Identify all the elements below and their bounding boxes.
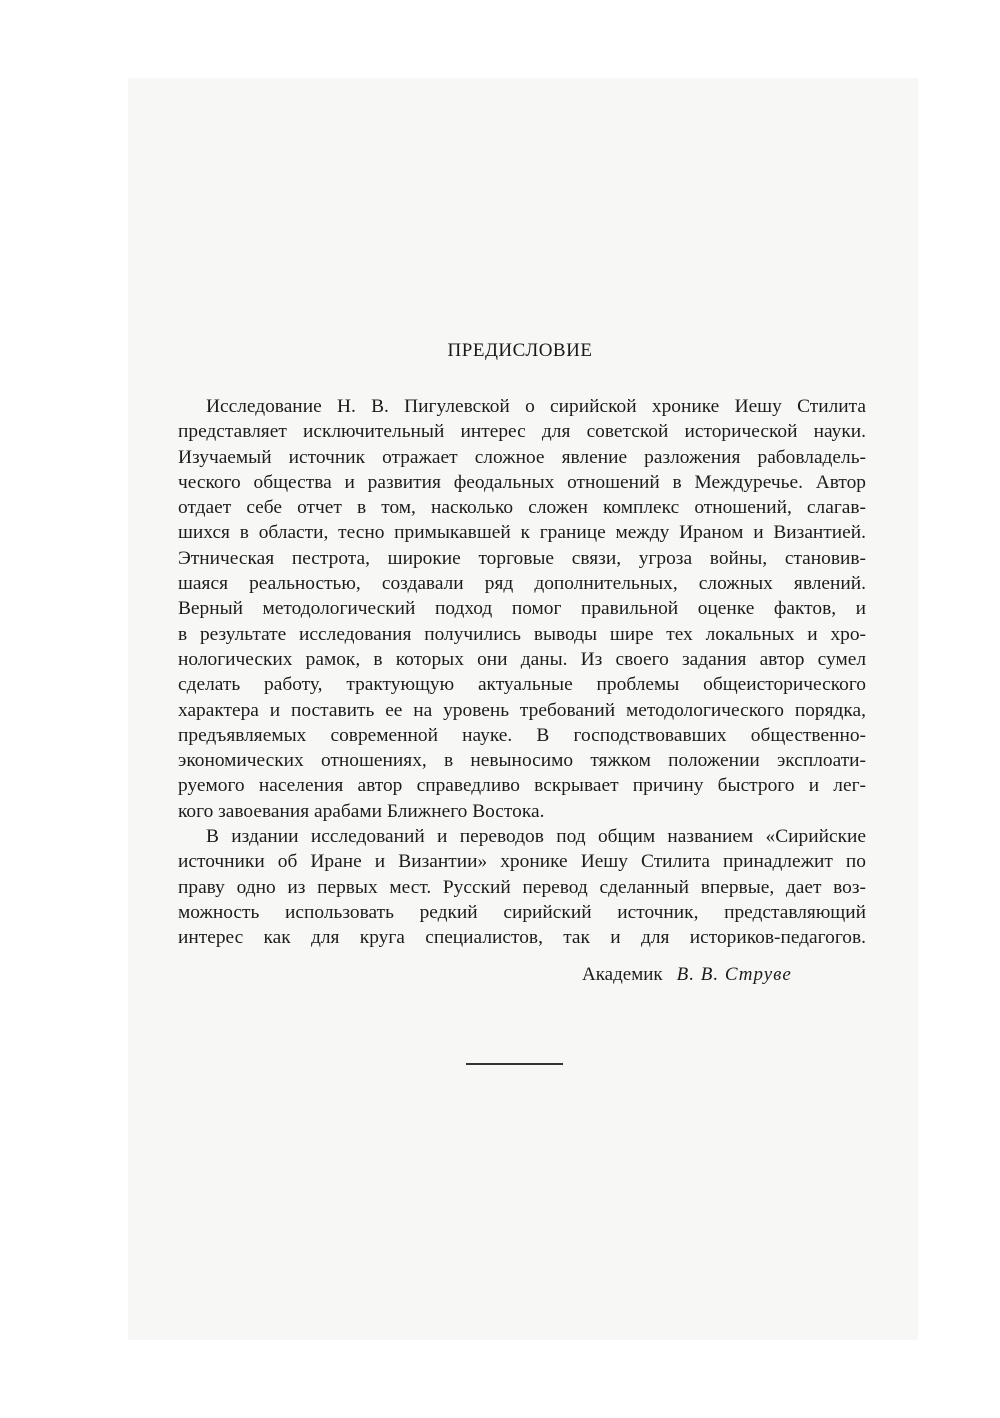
text-line: отдает себе отчет в том, насколько сложен комплекс отношений, слагав- bbox=[178, 497, 866, 519]
text-line: Изучаемый источник отражает сложное явление разложения рабовладель- bbox=[178, 446, 866, 468]
preface-body bbox=[178, 394, 866, 951]
text-line: Верный методологический подход помог правильной оценке фактов, и bbox=[178, 598, 866, 620]
text-line: Этническая пестрота, широкие торговые связи, угроза войны, становив- bbox=[178, 547, 866, 569]
text-line: сделать работу, трактующую актуальные проблемы общеисторического bbox=[178, 674, 866, 696]
text-line: экономических отношениях, в невыносимо тяжком положении эксплоати- bbox=[178, 750, 866, 772]
text-line: предъявляемых современной науке. В господствовавших общественно- bbox=[178, 724, 866, 746]
signature-role: Академик bbox=[582, 964, 663, 985]
text-line: можность использовать редкий сирийский источник, представляющий bbox=[178, 901, 866, 923]
signature bbox=[582, 964, 792, 986]
text-line: нологических рамок, в которых они даны. Из своего задания автор сумел bbox=[178, 648, 866, 670]
paragraph-1 bbox=[178, 394, 866, 824]
text-line: представляет исключительный интерес для советской исторической науки. bbox=[178, 421, 866, 443]
text-line: в результате исследования получились выводы шире тех локальных и хро- bbox=[178, 623, 866, 645]
text-line: интерес как для круга специалистов, так и для историков-педагогов. bbox=[178, 927, 866, 949]
text-line: В издании исследований и переводов под общим названием «Сирийские bbox=[206, 826, 866, 848]
text-line: праву одно из первых мест. Русский перевод сделанный впервые, дает воз- bbox=[178, 876, 866, 898]
text-line: руемого населения автор справедливо вскрывает причину быстрого и лег- bbox=[178, 775, 866, 797]
text-line: характера и поставить ее на уровень требований методологического порядка, bbox=[178, 699, 866, 721]
text-line: Исследование Н. В. Пигулевской о сирийской хронике Иешу Стилита bbox=[206, 396, 866, 417]
page-title: ПРЕДИСЛОВИЕ bbox=[447, 340, 593, 361]
paragraph-2 bbox=[178, 824, 866, 950]
signature-name: В. В. Струве bbox=[676, 964, 792, 985]
text-line: ческого общества и развития феодальных отношений в Междуречье. Автор bbox=[178, 471, 866, 493]
closing-rule-divider bbox=[466, 1063, 563, 1065]
text-line: кого завоевания арабами Ближнего Востока. bbox=[178, 800, 545, 822]
text-line: шихся в области, тесно примыкавшей к границе между Ираном и Византией. bbox=[178, 522, 866, 544]
text-line: шаяся реальностью, создавали ряд дополнительных, сложных явлений. bbox=[178, 573, 866, 595]
text-line: источники об Иране и Византии» хронике Иешу Стилита принадлежит по bbox=[178, 851, 866, 873]
